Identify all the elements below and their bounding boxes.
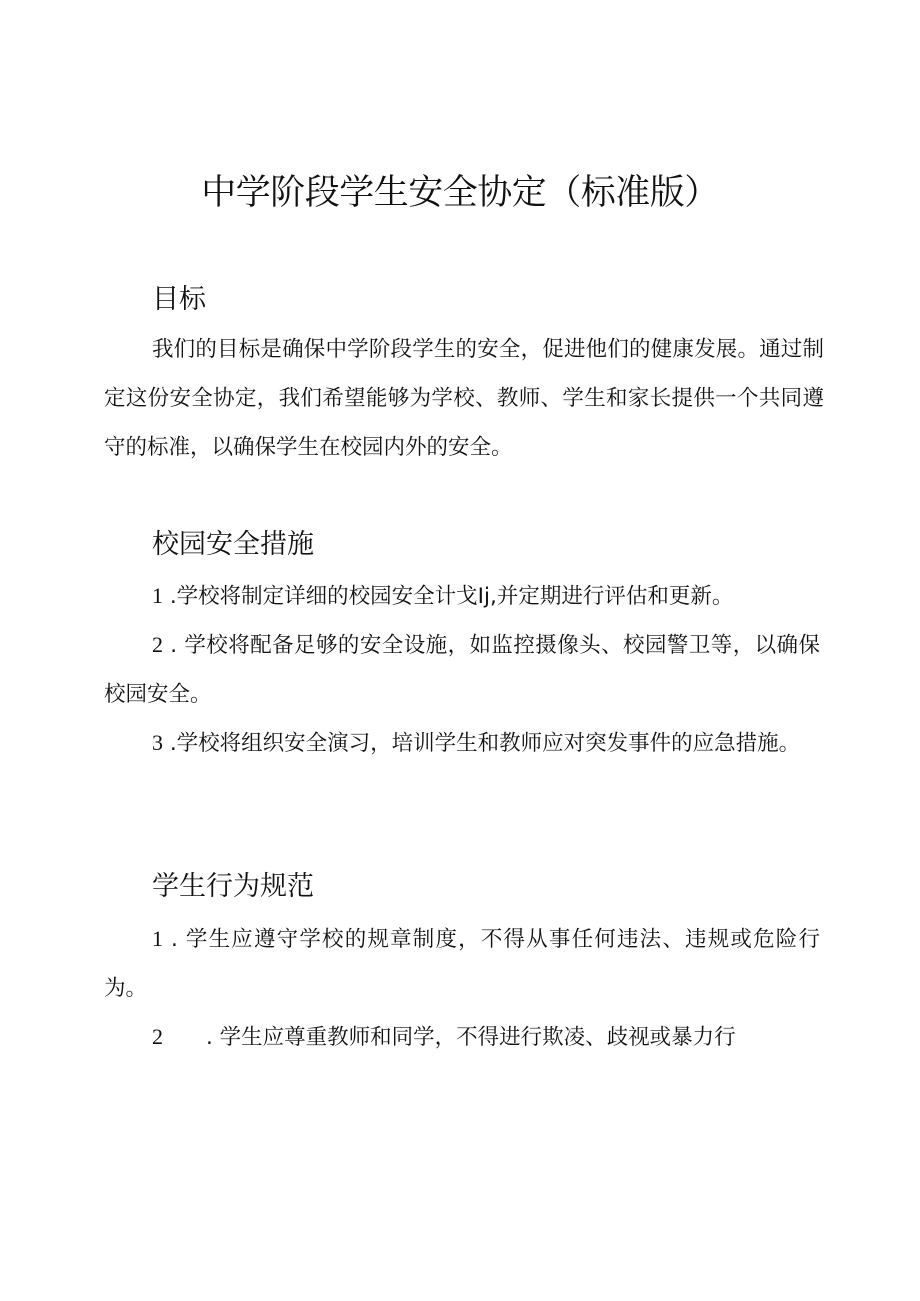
goal-paragraph: 我们的目标是确保中学阶段学生的安全，促进他们的健康发展。通过制定这份安全协定，我们希望能够为学校、教师、学生和家长提供一个共同遵守的标准，以确保学生在校园内外的安全。 [104, 337, 824, 460]
item-text: .学校将制定详细的校园安全计戈Ij,并定期进行评估和更新。 [163, 584, 734, 609]
campus-safety-item-2 [104, 620, 820, 719]
section-heading-goal: 目标 [152, 284, 206, 315]
document-title: 中学阶段学生安全协定（标准版） [201, 173, 719, 213]
item-text: . 学生应遵守学校的规章制度，不得从事任何违法、违规或危险行为。 [104, 927, 820, 1001]
item-text: .学校将组织安全演习，培训学生和教师应对突发事件的应急措施。 [163, 731, 801, 756]
item-number: 2 [152, 1024, 163, 1049]
section-heading-student-conduct: 学生行为规范 [152, 871, 314, 902]
campus-safety-item-1 [104, 571, 820, 621]
section-heading-campus-safety: 校园安全措施 [152, 529, 314, 560]
item-text: . 学生应尊重教师和同学，不得进行欺凌、歧视或暴力行 [163, 1025, 736, 1050]
student-conduct-item-2 [104, 1012, 820, 1062]
item-number: 2 [152, 632, 163, 657]
student-conduct-item-1 [104, 914, 820, 1013]
campus-safety-item-3 [104, 718, 820, 768]
item-number: 3 [152, 730, 163, 755]
item-text: . 学校将配备足够的安全设施，如监控摄像头、校园警卫等，以确保校园安全。 [104, 633, 820, 707]
item-number: 1 [152, 583, 163, 608]
item-number: 1 [152, 926, 163, 951]
